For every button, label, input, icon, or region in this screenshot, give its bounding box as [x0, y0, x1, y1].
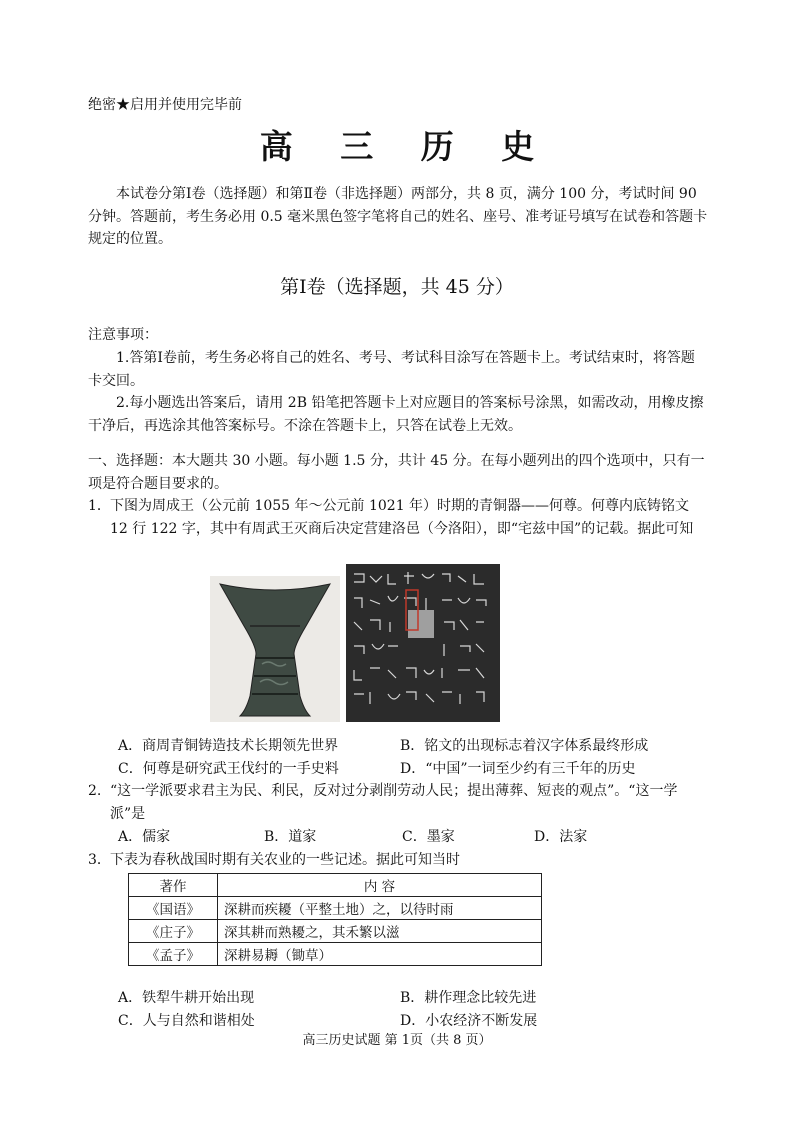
q2-option-d[interactable]: D．法家	[534, 829, 588, 845]
part1-instruction: 一、选择题：本大题共 30 小题。每小题 1.5 分，共计 45 分。在每小题列出的四个选项中，只有一项是符合题目要求的。	[88, 453, 705, 492]
section-title: 第Ⅰ卷（选择题，共 45 分）	[280, 276, 514, 298]
agriculture-records-table	[128, 873, 542, 966]
question-stem: 下图为周成王（公元前 1055 年～公元前 1021 年）时期的青铜器——何尊。何尊内底铸铭文 12 行 122 字，其中有周武王灭商后决定营建洛邑（今洛阳），即“宅兹中国”的记载。据此可知	[110, 498, 694, 537]
he-zun-bronze-vessel-image	[210, 576, 340, 722]
q3-option-a[interactable]: A．铁犁牛耕开始出现	[118, 990, 255, 1006]
table-row	[129, 943, 542, 966]
intro-paragraph: 本试卷分第Ⅰ卷（选择题）和第Ⅱ卷（非选择题）两部分，共 8 页，满分 100 分，考试时间 90 分钟。答题前，考生务必用 0.5 毫米黑色签字笔将自己的姓名、座号、准考证号填写在试卷和答题卡规定的位置。	[88, 186, 708, 247]
question-number: 2.	[88, 783, 102, 799]
question-number: 3．	[88, 852, 111, 868]
table-row	[129, 920, 542, 943]
question-2	[88, 780, 708, 825]
q2-option-a[interactable]: A．儒家	[118, 829, 171, 845]
table-row	[129, 897, 542, 920]
notice-item-2: 2.每小题选出答案后，请用 2B 铅笔把答题卡上对应题目的答案标号涂黑，如需改动，用橡皮擦干净后，再选涂其他答案标号。不涂在答题卡上，只答在试卷上无效。	[88, 395, 704, 434]
question-1	[88, 495, 708, 540]
table-cell: 深耕易耨（锄草）	[218, 943, 542, 966]
q1-option-d[interactable]: D．“中国”一词至少约有三千年的历史	[400, 761, 636, 777]
notice-item-1: 1.答第Ⅰ卷前，考生务必将自己的姓名、考号、考试科目涂写在答题卡上。考试结束时，将答题卡交回。	[88, 350, 695, 389]
q2-option-b[interactable]: B．道家	[264, 829, 317, 845]
table-cell: 深耕而疾耰（平整土地）之，以待时雨	[218, 897, 542, 920]
q1-option-b[interactable]: B．铭文的出现标志着汉字体系最终形成	[400, 738, 649, 754]
q2-option-c[interactable]: C．墨家	[402, 829, 455, 845]
table-cell: 《国语》	[129, 897, 218, 920]
inscription-rubbing-image	[346, 564, 500, 722]
table-header-cell: 著作	[129, 874, 218, 897]
page-title: 高 三 历 史	[259, 127, 553, 166]
q1-option-a[interactable]: A．商周青铜铸造技术长期领先世界	[118, 738, 339, 754]
question-3	[88, 849, 708, 872]
page-footer: 高三历史试题 第 1页（共 8 页）	[302, 1033, 492, 1048]
notice-heading: 注意事项：	[88, 327, 158, 343]
table-header-row	[129, 874, 542, 897]
q3-option-c[interactable]: C．人与自然和谐相处	[118, 1013, 255, 1029]
table-header-cell: 内 容	[218, 874, 542, 897]
question-number: 1．	[88, 498, 111, 514]
q3-option-d[interactable]: D．小农经济不断发展	[400, 1013, 538, 1029]
question-stem: 下表为春秋战国时期有关农业的一些记述。据此可知当时	[110, 852, 460, 868]
q3-option-b[interactable]: B．耕作理念比较先进	[400, 990, 537, 1006]
table-cell: 《庄子》	[129, 920, 218, 943]
q1-option-c[interactable]: C．何尊是研究武王伐纣的一手史料	[118, 761, 339, 777]
table-cell: 《孟子》	[129, 943, 218, 966]
question-stem: “这一学派要求君主为民、利民，反对过分剥削劳动人民；提出薄葬、短丧的观点”。“这一学派”是	[110, 783, 678, 822]
table-cell: 深其耕而熟耰之，其禾繁以滋	[218, 920, 542, 943]
confidential-label: 绝密★启用并使用完毕前	[88, 97, 242, 113]
